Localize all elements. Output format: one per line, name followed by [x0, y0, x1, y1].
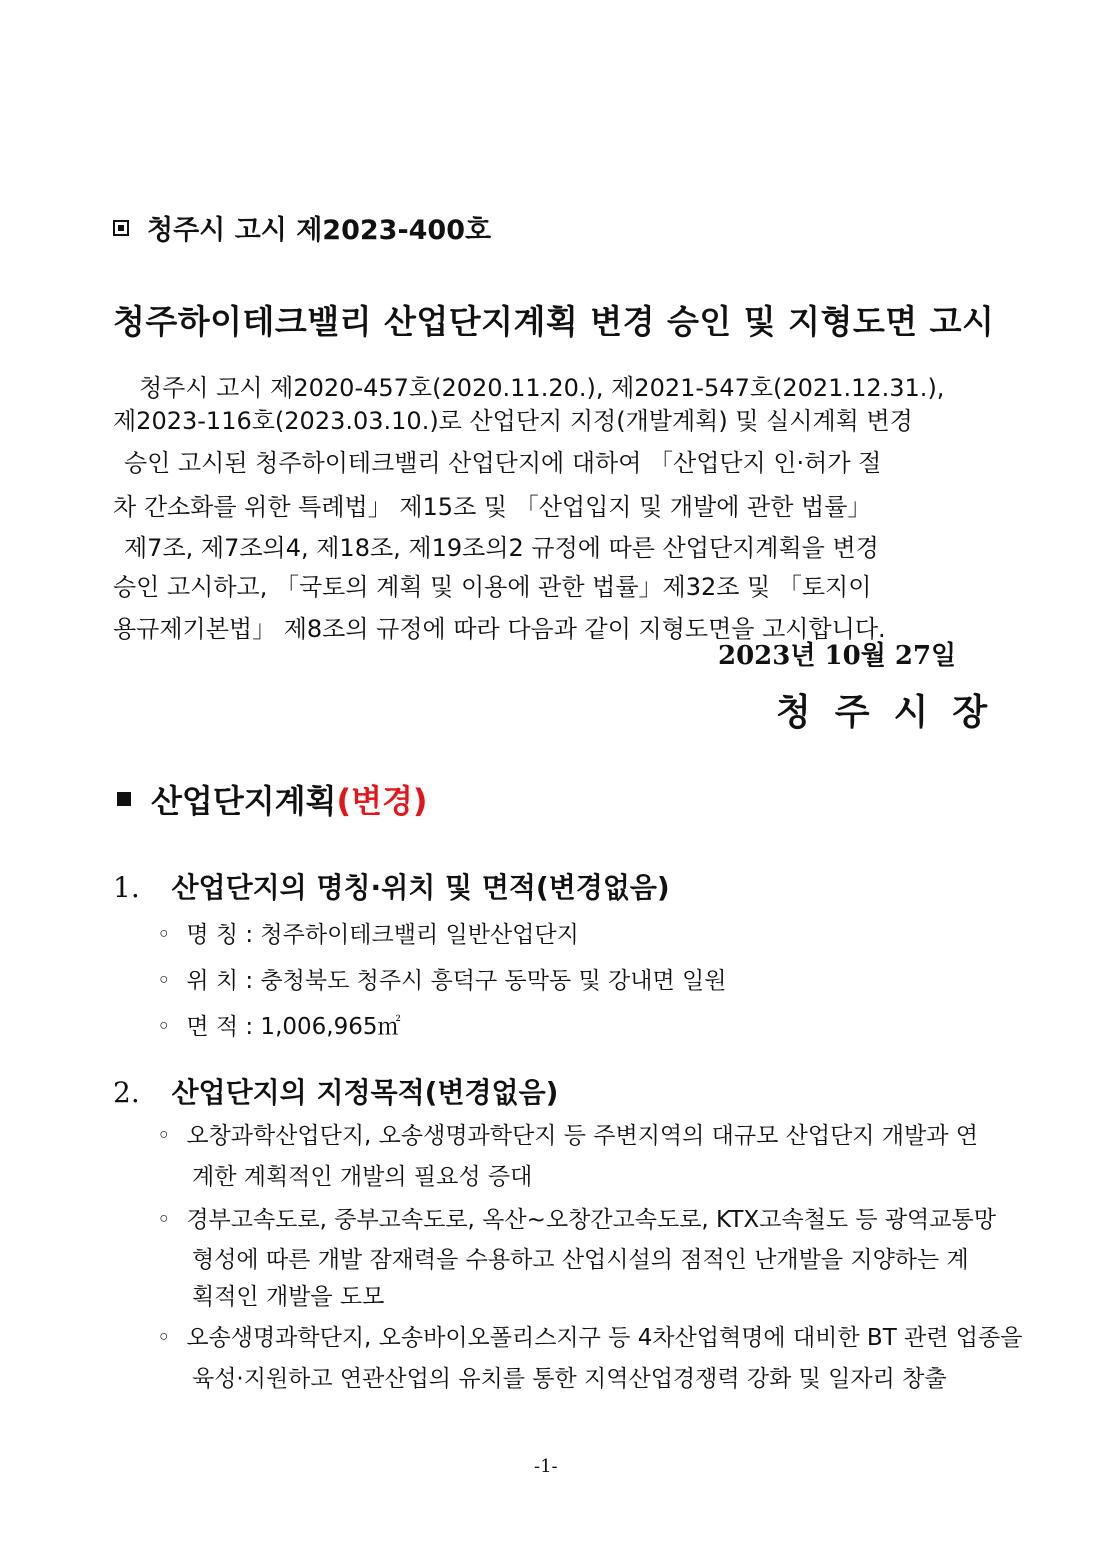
sub-heading-2-text: 산업단지의 지정목적(변경없음) — [171, 1076, 559, 1109]
body-line-7: 용규제기본법」 제8조의 규정에 따라 다음과 같이 지형도면을 고시합니다. — [113, 615, 886, 643]
body-line-1: 청주시 고시 제2020-457호(2020.11.20.), 제2021-547호(2021.12.31.), — [139, 374, 945, 402]
signer: 청주시장 — [776, 692, 1012, 733]
filled-square-bullet-icon — [117, 792, 131, 806]
sub2-item-2-line-3: 획적인 개발을 도모 — [192, 1284, 385, 1310]
notice-title: 청주하이테크밸리 산업단지계획 변경 승인 및 지형도면 고시 — [113, 302, 995, 341]
sub2-item-1-line-2: 계한 계획적인 개발의 필요성 증대 — [192, 1164, 533, 1190]
sub2-item-2-line-2: 형성에 따른 개발 잠재력을 수용하고 산업시설의 점적인 난개발을 지양하는 계 — [192, 1247, 969, 1273]
sub1-item-area — [157, 1008, 401, 1041]
sub1-item-name — [157, 916, 579, 949]
body-line-2: 제2023-116호(2023.03.10.)로 산업단지 지정(개발계획) 및 실시계획 변경 — [113, 407, 913, 435]
sub-heading-1-number: 1. — [113, 871, 140, 904]
ring-bullet-icon: ◦ — [157, 1014, 171, 1040]
sub2-item-3-line-1: 오송생명과학단지, 오송바이오폴리스지구 등 4차산업혁명에 대비한 BT 관련 업종을 — [186, 1325, 1023, 1351]
sub2-item-1-line-1: 오창과학산업단지, 오송생명과학단지 등 주변지역의 대규모 산업단지 개발과 연 — [186, 1123, 978, 1149]
section-heading-mark: (변경) — [336, 782, 428, 820]
sub-heading-1 — [113, 866, 670, 906]
section-heading-text: 산업단지계획 — [151, 782, 337, 820]
sub1-item-name-text: 명 칭 : 청주하이테크밸리 일반산업단지 — [186, 922, 579, 948]
sub2-item-1 — [157, 1117, 978, 1150]
sub-heading-2 — [113, 1071, 558, 1111]
notice-number — [113, 208, 491, 247]
ring-bullet-icon: ◦ — [157, 1207, 171, 1233]
body-line-6: 승인 고시하고, 「국토의 계획 및 이용에 관한 법률」제32조 및 「토지이 — [113, 573, 872, 601]
square-bullet-icon — [113, 220, 129, 236]
sub2-item-2 — [157, 1201, 996, 1234]
notice-number-text: 청주시 고시 제2023-400호 — [147, 215, 492, 246]
sub2-item-3 — [157, 1319, 1022, 1352]
ring-bullet-icon: ◦ — [157, 1325, 171, 1351]
section-heading — [113, 776, 428, 822]
body-line-4: 차 간소화를 위한 특례법」 제15조 및 「산업입지 및 개발에 관한 법률」 — [113, 493, 872, 521]
sub-heading-1-text: 산업단지의 명칭·위치 및 면적(변경없음) — [171, 871, 670, 904]
body-line-3: 승인 고시된 청주하이테크밸리 산업단지에 대하여 「산업단지 인·허가 절 — [124, 449, 882, 477]
ring-bullet-icon: ◦ — [157, 1123, 171, 1149]
sub2-item-3-line-2: 육성·지원하고 연관산업의 유치를 통한 지역산업경쟁력 강화 및 일자리 창출 — [192, 1366, 947, 1392]
ring-bullet-icon: ◦ — [157, 968, 171, 994]
sub1-item-location-text: 위 치 : 충청북도 청주시 흥덕구 동막동 및 강내면 일원 — [186, 968, 727, 994]
notice-date: 2023년 10월 27일 — [718, 641, 957, 671]
sub1-item-location — [157, 962, 726, 995]
page-number: -1- — [534, 1456, 558, 1477]
sub2-item-2-line-1: 경부고속도로, 중부고속도로, 옥산~오창간고속도로, KTX고속철도 등 광역교통망 — [186, 1207, 996, 1233]
ring-bullet-icon: ◦ — [157, 922, 171, 948]
sub1-item-area-text: 면 적 : 1,006,965㎡ — [186, 1014, 401, 1040]
body-line-5: 제7조, 제7조의4, 제18조, 제19조의2 규정에 따른 산업단지계획을 변경 — [124, 534, 879, 562]
sub-heading-2-number: 2. — [113, 1076, 140, 1109]
